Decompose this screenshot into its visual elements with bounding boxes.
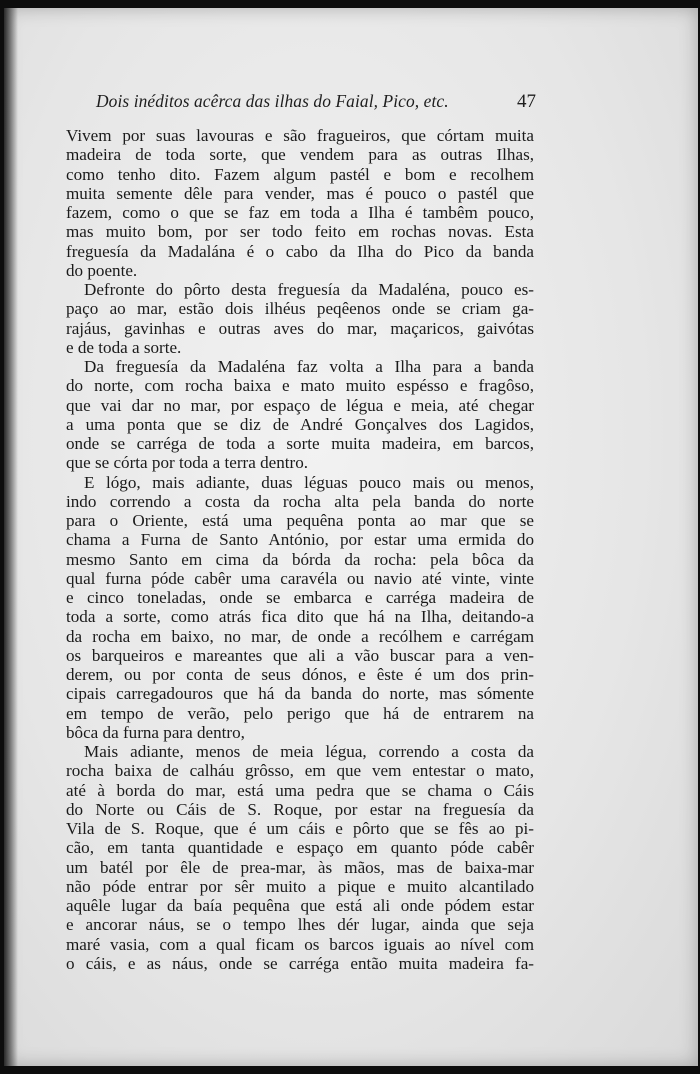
text-line: derem, ou por conta de seus dónos, e êste é um dos prin- (66, 665, 534, 684)
text-line: a uma ponta que se diz de André Gonçalves dos Lagidos, (66, 414, 534, 434)
text-line: E lógo, mais adiante, duas léguas pouco mais ou menos, (84, 472, 534, 492)
text-line: qual furna póde cabêr uma caravéla ou navio até vinte, vinte (66, 568, 534, 588)
text-line: os barqueiros e mareantes que ali a vão buscar para a ven- (66, 645, 534, 665)
running-header (96, 91, 536, 113)
text-line: e de toda a sorte. (66, 337, 182, 357)
text-line: cipais carregadouros que há da banda do norte, mas sómente (66, 684, 534, 704)
text-line: em tempo de verão, pelo perigo que há de entrarem na (66, 703, 534, 723)
text-line: madeira de toda sorte, que vendem para as outras Ilhas, (66, 145, 534, 165)
text-line: cão, em tanta quantidade e espaço em quanto póde cabêr (66, 838, 534, 858)
text-line: da rocha em baixo, no mar, de onde a recólhem e carrégam (66, 626, 534, 646)
body-text (66, 126, 534, 973)
text-line: que se córta por toda a terra dentro. (66, 453, 309, 473)
text-line: do Norte ou Cáis de S. Roque, por estar na freguesía da (66, 799, 534, 819)
text-line: do poente. (66, 260, 138, 280)
text-line: fazem, como o que se faz em toda a Ilha é tambêm pouco, (66, 203, 534, 222)
text-line: maré vasia, com a qual ficam os barcos iguais ao nível com (66, 934, 534, 954)
text-line: toda a sorte, como atrás fica dito que há na Ilha, deitando-a (66, 607, 534, 627)
text-line: um batél por êle de prea-mar, às mãos, mas de baixa-mar (66, 857, 534, 877)
text-line: paço ao mar, estão dois ilhéus peqêenos onde se criam ga- (66, 299, 534, 319)
text-line: até à borda do mar, está uma pedra que se chama o Cáis (66, 780, 534, 800)
text-line: como tenho dito. Fazem algum pastél e bom e recolhem (66, 164, 534, 184)
text-line: freguesía da Madalána é o cabo da Ilha do Pico da banda (66, 241, 534, 261)
text-line: Da freguesía da Madaléna faz volta a Ilha para a banda (84, 357, 534, 376)
text-line: bôca da furna para dentro, (66, 722, 245, 742)
text-line: rocha baixa de calháu grôsso, em que vem entestar o mato, (66, 761, 534, 781)
text-line: chama a Furna de Santo António, por estar uma ermida do (66, 530, 534, 550)
text-line: não póde entrar por sêr muito a pique e muito alcantilado (66, 876, 534, 896)
page-number: 47 (517, 91, 536, 112)
text-line: e cinco toneladas, onde se embarca e carréga madeira de (66, 588, 534, 607)
text-line: indo correndo a costa da rocha alta pela banda do norte (66, 491, 534, 511)
running-title: Dois inéditos acêrca das ilhas do Faial, Pico, etc. (96, 91, 449, 111)
text-line: que vai dar no mar, por espaço de légua e meia, até chegar (66, 395, 534, 415)
text-line: Vivem por suas lavouras e são fragueiros, que córtam muita (66, 126, 534, 145)
text-line: mas muito bom, por ser todo feito em rochas novas. Esta (66, 222, 534, 242)
text-line: onde se carréga de toda a sorte muita madeira, em barcos, (66, 434, 534, 453)
page-gutter-shadow (4, 8, 18, 1066)
text-line: Defronte do pôrto desta freguesía da Madaléna, pouco es- (84, 280, 534, 299)
text-line: aquêle lugar da baía pequêna que está ali onde pódem estar (66, 896, 534, 915)
text-line: mesmo Santo em cima da bórda da rocha: pela bôca da (66, 549, 534, 569)
text-line: para o Oriente, está uma pequêna ponta ao mar que se (66, 511, 534, 530)
text-line: do norte, com rocha baixa e mato muito espésso e fragôso, (66, 376, 534, 396)
text-line: e ancorar náus, se o tempo lhes dér lugar, ainda que seja (66, 915, 534, 935)
text-line: rajáus, gavinhas e outras aves do mar, maçaricos, gaivótas (66, 318, 534, 338)
text-line: muita semente dêle para vender, mas é pouco o pastél que (66, 183, 534, 203)
text-line: Mais adiante, menos de meia légua, correndo a costa da (84, 742, 534, 761)
text-line: Vila de S. Roque, que é um cáis e pôrto que se fês ao pi- (66, 819, 534, 838)
text-line: o cáis, e as náus, onde se carréga então muita madeira fa- (66, 953, 534, 973)
